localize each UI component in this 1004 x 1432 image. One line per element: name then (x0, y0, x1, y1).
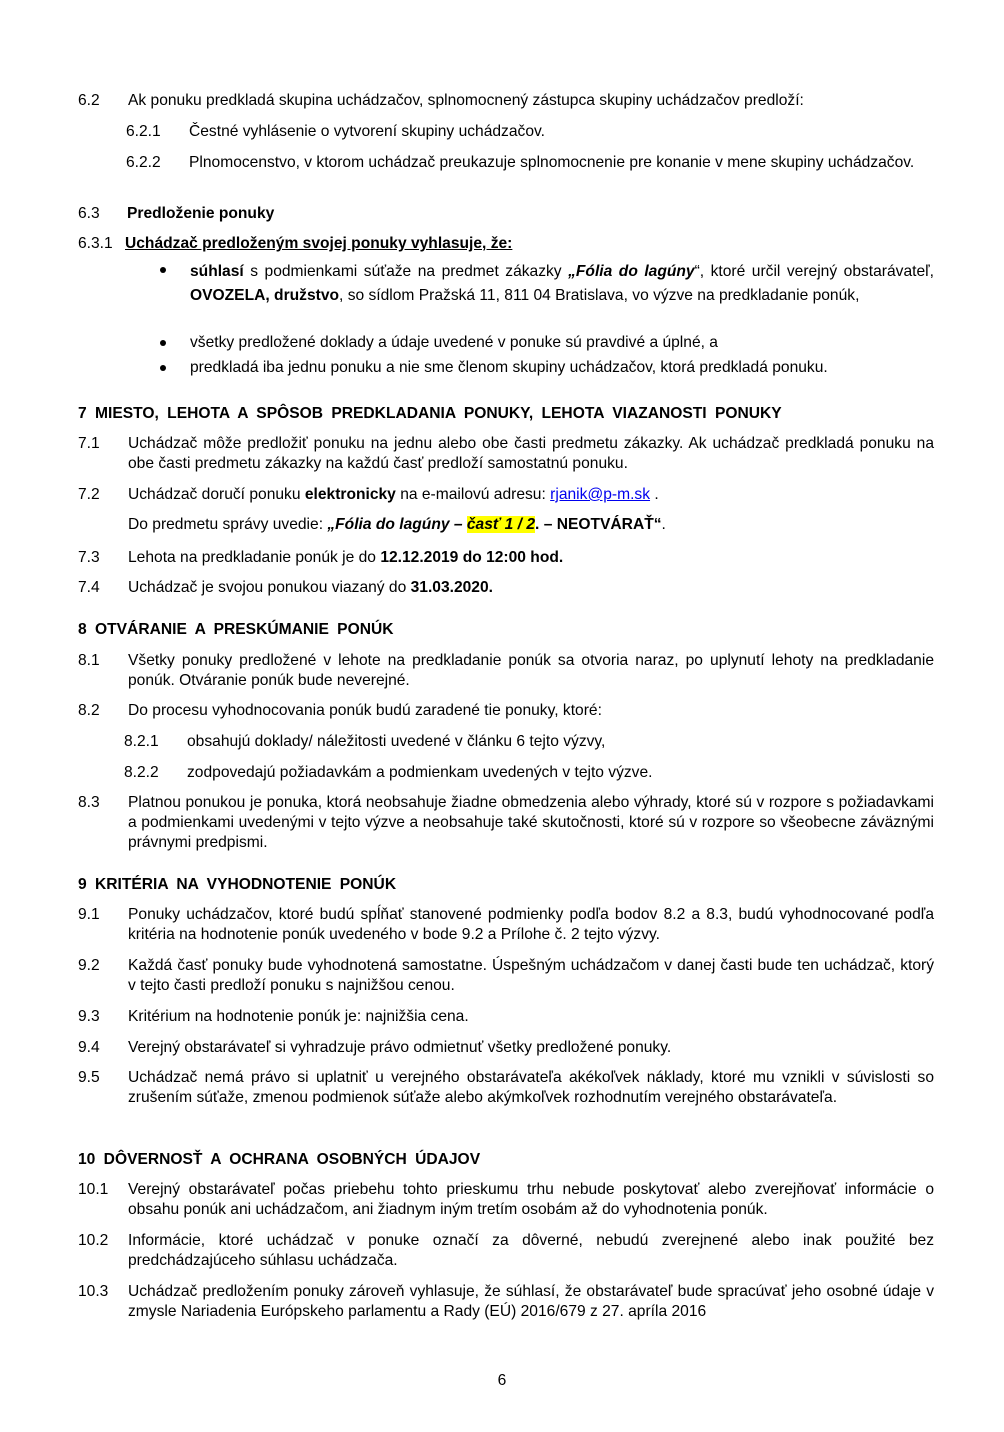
paragraph-number: 8.1 (78, 652, 100, 669)
paragraph-10-2 (78, 1231, 934, 1271)
paragraph-8-1 (78, 651, 934, 691)
bullet-item-2 (190, 333, 934, 353)
bold-italic-text: „Fólia do lagúny – (327, 516, 467, 533)
paragraph-8-2-2 (124, 763, 934, 783)
paragraph-number: 6.2.2 (126, 154, 161, 171)
paragraph-text: Verejný obstarávateľ počas priebehu tohto prieskumu trhu nebude poskytovať alebo zverejňovať informácie o obsahu ponúk ani uchádzačom, ani žiadnym iným tretím osobám až do vyhodnotenia ponúk. (128, 1181, 934, 1218)
paragraph-9-2 (78, 956, 934, 996)
paragraph-number: 7.2 (78, 486, 100, 503)
paragraph-number: 8.3 (78, 794, 100, 811)
paragraph-text: obsahujú doklady/ náležitosti uvedené v článku 6 tejto výzvy, (187, 733, 606, 750)
paragraph-number: 9.3 (78, 1008, 100, 1025)
paragraph-text: Platnou ponukou je ponuka, ktorá neobsahuje žiadne obmedzenia alebo výhrady, ktoré sú v rozpore s požiadavkami a podmienkami uvedenými v tejto výzve a neobsahuje také skutočnosti, ktoré sú v rozpore so všeobecne záväznými právnymi predpismi. (128, 794, 934, 851)
paragraph-6-3-1 (78, 234, 934, 254)
bullet-item-3 (190, 358, 934, 378)
paragraph-number: 6.3.1 (78, 235, 113, 252)
section-heading-10 (78, 1150, 934, 1170)
bullet-dot (160, 365, 166, 371)
paragraph-number: 9.4 (78, 1039, 100, 1056)
bold-italic-text: „Fólia do lagúny (568, 263, 695, 280)
paragraph-6-2-1 (126, 122, 934, 142)
paragraph-text (128, 578, 934, 598)
paragraph-number: 10.3 (78, 1283, 109, 1300)
paragraph-text: Všetky ponuky predložené v lehote na predkladanie ponúk sa otvoria naraz, po uplynutí lehoty na predkladanie ponúk. Otváranie ponúk bude neverejné. (128, 652, 934, 689)
paragraph-9-1 (78, 905, 934, 945)
paragraph-number: 8.2.2 (124, 764, 159, 781)
bullet-text: všetky predložené doklady a údaje uvedené v ponuke sú pravdivé a úplné, a (190, 334, 718, 351)
paragraph-number: 9.5 (78, 1069, 100, 1086)
paragraph-text (128, 548, 934, 568)
page-number: 6 (497, 1372, 507, 1389)
bullet-text: predkladá iba jednu ponuku a nie sme členom skupiny uchádzačov, ktorá predkladá ponuku. (190, 359, 828, 376)
bullet-item-1 (190, 260, 934, 308)
plain-text: Lehota na predkladanie ponúk je do (128, 549, 381, 566)
paragraph-6-3 (78, 204, 934, 224)
plain-text: Do predmetu správy uvedie: (128, 516, 328, 533)
paragraph-number: 10.2 (78, 1232, 109, 1249)
paragraph-number: 6.2 (78, 92, 100, 109)
paragraph-6-2-2 (126, 153, 934, 173)
paragraph-text: Kritérium na hodnotenie ponúk je: najnižšia cena. (128, 1008, 469, 1025)
plain-text: . (650, 486, 659, 503)
paragraph-7-3 (78, 548, 934, 568)
paragraph-text: Do procesu vyhodnocovania ponúk budú zaradené tie ponuky, ktoré: (128, 702, 602, 719)
section-heading-7 (78, 404, 958, 424)
plain-text: . (661, 516, 666, 533)
paragraph-text: zodpovedajú požiadavkám a podmienkam uvedených v tejto výzve. (187, 764, 653, 781)
paragraph-10-3 (78, 1282, 934, 1322)
section-heading-8 (78, 620, 934, 640)
paragraph-number: 7.1 (78, 435, 100, 452)
paragraph-title: Uchádzač predloženým svojej ponuky vyhlasuje, že: (125, 235, 513, 252)
paragraph-number: 8.2 (78, 702, 100, 719)
heading-text: 9 KRITÉRIA NA VYHODNOTENIE PONÚK (78, 876, 397, 893)
paragraph-9-3 (78, 1007, 934, 1027)
plain-text: “, ktoré určil verejný obstarávateľ, (694, 263, 935, 280)
paragraph-number: 6.2.1 (126, 123, 161, 140)
section-heading-9 (78, 875, 934, 895)
paragraph-number: 9.2 (78, 957, 100, 974)
paragraph-number: 7.3 (78, 549, 100, 566)
paragraph-number: 9.1 (78, 906, 100, 923)
bold-text: OVOZELA, družstvo (190, 287, 340, 304)
paragraph-title: Predloženie ponuky (127, 205, 275, 222)
paragraph-text: Uchádzač nemá právo si uplatniť u verejného obstarávateľa akékoľvek náklady, ktoré mu vznikli v súvislosti so zrušením súťaže, zmenou podmienok súťaže alebo akýmkoľvek rozhodnutím verejného obstarávateľa. (128, 1069, 934, 1106)
paragraph-10-1 (78, 1180, 934, 1220)
paragraph-number: 8.2.1 (124, 733, 159, 750)
paragraph-9-5 (78, 1068, 934, 1108)
subject-text (128, 515, 934, 535)
plain-text: Uchádzač doručí ponuku (128, 486, 305, 503)
paragraph-text: Plnomocenstvo, v ktorom uchádzač preukazuje splnomocnenie pre konanie v mene skupiny uchádzačov. (189, 154, 915, 171)
paragraph-number: 7.4 (78, 579, 100, 596)
plain-text: Uchádzač je svojou ponukou viazaný do (128, 579, 411, 596)
bold-text: 31.03.2020. (410, 579, 493, 596)
heading-text: 8 OTVÁRANIE A PRESKÚMANIE PONÚK (78, 621, 394, 638)
bold-text: elektronicky (304, 486, 396, 503)
paragraph-text: Ponuky uchádzačov, ktoré budú spĺňať stanovené podmienky podľa bodov 8.2 a 8.3, budú vyhodnocované podľa kritéria na hodnotenie ponúk uvedeného v bode 9.2 a Prílohe č. 2 tejto výzvy. (128, 906, 934, 943)
plain-text: , so sídlom Pražská 11, 811 04 Bratislava, vo výzve na predkladanie ponúk, (339, 287, 860, 304)
highlighted-text: časť 1 / 2 (466, 516, 536, 533)
paragraph-8-2-1 (124, 732, 934, 752)
email-link[interactable]: rjanik@p-m.sk (550, 486, 651, 503)
bullet-dot (160, 267, 166, 273)
paragraph-text: Ak ponuku predkladá skupina uchádzačov, splnomocnený zástupca skupiny uchádzačov predloží: (128, 92, 804, 109)
paragraph-text (128, 485, 934, 505)
bold-text: súhlasí (190, 263, 244, 280)
paragraph-8-3 (78, 793, 934, 853)
bold-text: . – NEOTVÁRAŤ“ (535, 516, 662, 533)
paragraph-text: Informácie, ktoré uchádzač v ponuke označí za dôverné, nebudú zverejnené alebo inak použité bez predchádzajúceho súhlasu uchádzača. (128, 1232, 934, 1269)
bullet-dot (160, 340, 166, 346)
paragraph-8-2 (78, 701, 934, 721)
plain-text: s podmienkami súťaže na predmet zákazky (243, 263, 569, 280)
paragraph-number: 10.1 (78, 1181, 109, 1198)
paragraph-text: Uchádzač predložením ponuky zároveň vyhlasuje, že súhlasí, že obstarávateľ bude spracúvať jeho osobné údaje v zmysle Nariadenia Európskeho parlamentu a Rady (EÚ) 2016/679 z 27. apríla 2016 (128, 1283, 934, 1320)
email-subject-line (128, 515, 934, 535)
paragraph-text: Čestné vyhlásenie o vytvorení skupiny uchádzačov. (189, 123, 545, 140)
bold-text: 12.12.2019 do 12:00 hod. (380, 549, 564, 566)
paragraph-text: Každá časť ponuky bude vyhodnotená samostatne. Úspešným uchádzačom v danej časti bude ten uchádzač, ktorý v tejto časti predloží ponuku s najnižšou cenou. (128, 957, 934, 994)
paragraph-7-2 (78, 485, 934, 505)
plain-text: na e-mailovú adresu: (395, 486, 551, 503)
paragraph-text: Verejný obstarávateľ si vyhradzuje právo odmietnuť všetky predložené ponuky. (128, 1039, 672, 1056)
paragraph-7-4 (78, 578, 934, 598)
paragraph-9-4 (78, 1038, 934, 1058)
paragraph-number: 6.3 (78, 205, 100, 222)
heading-text: 10 DÔVERNOSŤ A OCHRANA OSOBNÝCH ÚDAJOV (78, 1151, 481, 1168)
paragraph-text: Uchádzač môže predložiť ponuku na jednu alebo obe časti predmetu zákazky. Ak uchádzač predkladá ponuku na obe časti predmetu zákazky na každú časť predloží samostatnú ponuku. (128, 435, 934, 472)
paragraph-6-2 (78, 91, 934, 111)
bullet-text (190, 260, 934, 308)
paragraph-7-1 (78, 434, 934, 474)
heading-text: 7 MIESTO, LEHOTA A SPÔSOB PREDKLADANIA PONUKY, LEHOTA VIAZANOSTI PONUKY (78, 405, 782, 422)
